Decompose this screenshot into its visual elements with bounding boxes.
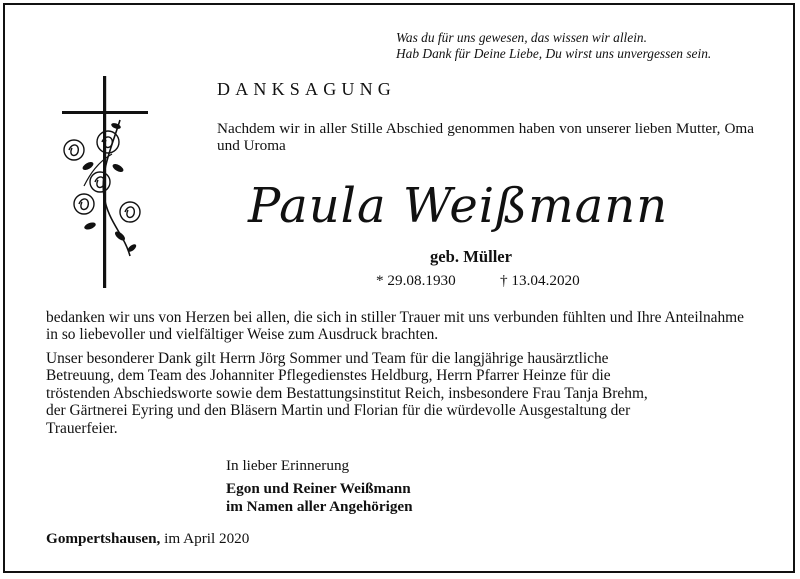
place-month: im April 2020 bbox=[164, 530, 250, 547]
notice-heading: DANKSAGUNG bbox=[217, 79, 397, 99]
deceased-name: Paula Weißmann bbox=[248, 178, 669, 234]
signer-relation: im Namen aller Angehörigen bbox=[226, 498, 413, 515]
signers bbox=[226, 480, 413, 516]
intro-text: Nachdem wir in aller Stille Abschied genommen haben von unserer lieben Mutter, Oma und Uroma bbox=[217, 120, 754, 154]
memory-line: In lieber Erinnerung bbox=[226, 457, 350, 474]
thanks-line: der Gärtnerei Eyring und den Bläsern Martin und Florian für die würdevolle Ausgestaltung der bbox=[46, 402, 631, 420]
thanks-line: Trauerfeier. bbox=[46, 419, 118, 437]
motto-verse bbox=[396, 30, 711, 62]
signer-names: Egon und Reiner Weißmann bbox=[226, 480, 411, 497]
thanks-line: Unser besonderer Dank gilt Herrn Jörg Sommer und Team für die langjährige hausärztliche bbox=[46, 350, 609, 367]
thanks-line: Betreuung, dem Team des Johanniter Pflegedienstes Heldburg, Herrn Pfarrer Heinze für die bbox=[46, 367, 611, 385]
death-date: † 13.04.2020 bbox=[500, 272, 580, 289]
cross-with-roses-icon bbox=[60, 76, 152, 295]
motto-line-2: Hab Dank für Deine Liebe, Du wirst uns unvergessen sein. bbox=[396, 46, 712, 61]
birth-date: * 29.08.1930 bbox=[376, 272, 456, 289]
place-town: Gompertshausen, bbox=[46, 530, 161, 547]
motto-line-1: Was du für uns gewesen, das wissen wir allein. bbox=[396, 30, 647, 45]
thanks-line: tröstenden Abschiedsworte sowie dem Bestattungsinstitut Reich, insbesondere Frau Tanja Brehm, bbox=[46, 384, 648, 402]
thanks-paragraph-1: bedanken wir uns von Herzen bei allen, die sich in stiller Trauer mit uns verbunden fühlten und Ihre Anteilnahme in so liebevoller und vielfältiger Weise zum Ausdruck brachten. bbox=[46, 309, 744, 344]
place-date bbox=[46, 530, 249, 548]
birth-name: geb. Müller bbox=[430, 247, 513, 266]
thanks-paragraph-2 bbox=[46, 350, 754, 437]
